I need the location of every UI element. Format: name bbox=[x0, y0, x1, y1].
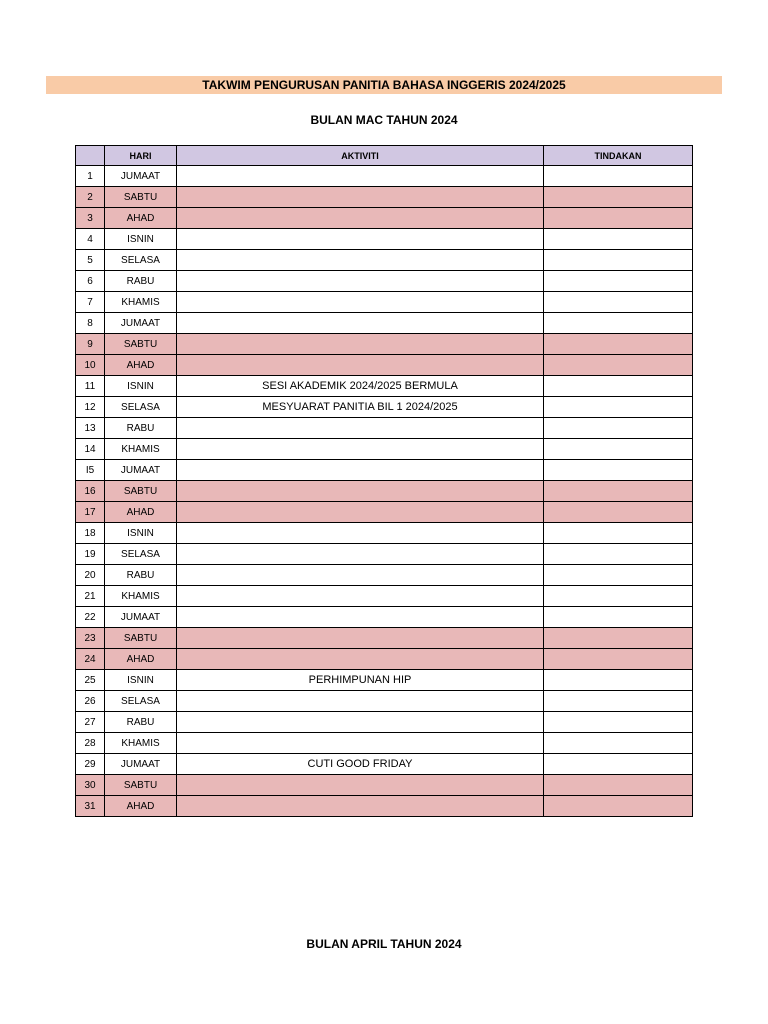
month-title-april: BULAN APRIL TAHUN 2024 bbox=[306, 937, 462, 951]
table-row bbox=[76, 586, 693, 607]
calendar-table bbox=[75, 145, 693, 817]
action-cell bbox=[544, 586, 693, 607]
calendar-body bbox=[76, 166, 693, 817]
action-cell bbox=[544, 502, 693, 523]
day-number: I5 bbox=[76, 460, 105, 481]
table-row bbox=[76, 628, 693, 649]
activity-cell bbox=[177, 208, 544, 229]
day-number: 12 bbox=[76, 397, 105, 418]
activity-cell bbox=[177, 292, 544, 313]
day-name: AHAD bbox=[105, 355, 177, 376]
table-row bbox=[76, 565, 693, 586]
action-cell bbox=[544, 355, 693, 376]
action-cell bbox=[544, 775, 693, 796]
activity-cell bbox=[177, 271, 544, 292]
activity-cell bbox=[177, 523, 544, 544]
day-number: 29 bbox=[76, 754, 105, 775]
table-row bbox=[76, 733, 693, 754]
day-number: 3 bbox=[76, 208, 105, 229]
day-name: AHAD bbox=[105, 502, 177, 523]
day-name: SABTU bbox=[105, 481, 177, 502]
day-number: 5 bbox=[76, 250, 105, 271]
activity-cell bbox=[177, 229, 544, 250]
table-row bbox=[76, 775, 693, 796]
day-number: 4 bbox=[76, 229, 105, 250]
table-row bbox=[76, 607, 693, 628]
table-row bbox=[76, 523, 693, 544]
day-name: JUMAAT bbox=[105, 313, 177, 334]
day-number: 9 bbox=[76, 334, 105, 355]
action-cell bbox=[544, 460, 693, 481]
day-number: 27 bbox=[76, 712, 105, 733]
action-cell bbox=[544, 607, 693, 628]
table-row bbox=[76, 502, 693, 523]
day-name: SABTU bbox=[105, 187, 177, 208]
day-number: 6 bbox=[76, 271, 105, 292]
activity-cell bbox=[177, 712, 544, 733]
action-cell bbox=[544, 565, 693, 586]
day-number: 24 bbox=[76, 649, 105, 670]
action-cell bbox=[544, 544, 693, 565]
day-name: SABTU bbox=[105, 334, 177, 355]
action-cell bbox=[544, 754, 693, 775]
day-number: 23 bbox=[76, 628, 105, 649]
action-cell bbox=[544, 313, 693, 334]
day-number: 13 bbox=[76, 418, 105, 439]
activity-cell: MESYUARAT PANITIA BIL 1 2024/2025 bbox=[177, 397, 544, 418]
activity-cell bbox=[177, 544, 544, 565]
header-hari: HARI bbox=[105, 146, 177, 166]
day-name: SELASA bbox=[105, 397, 177, 418]
day-name: RABU bbox=[105, 418, 177, 439]
table-row bbox=[76, 649, 693, 670]
action-cell bbox=[544, 334, 693, 355]
document-title-banner: TAKWIM PENGURUSAN PANITIA BAHASA INGGERIS 2024/2025 bbox=[46, 76, 722, 94]
table-row bbox=[76, 796, 693, 817]
day-name: SELASA bbox=[105, 544, 177, 565]
activity-cell bbox=[177, 187, 544, 208]
action-cell bbox=[544, 166, 693, 187]
day-name: AHAD bbox=[105, 208, 177, 229]
table-row bbox=[76, 292, 693, 313]
day-name: ISNIN bbox=[105, 229, 177, 250]
day-number: 10 bbox=[76, 355, 105, 376]
day-name: AHAD bbox=[105, 649, 177, 670]
day-number: 30 bbox=[76, 775, 105, 796]
day-number: 8 bbox=[76, 313, 105, 334]
day-number: 7 bbox=[76, 292, 105, 313]
table-row bbox=[76, 460, 693, 481]
activity-cell bbox=[177, 250, 544, 271]
table-row bbox=[76, 691, 693, 712]
activity-cell bbox=[177, 565, 544, 586]
table-row bbox=[76, 376, 693, 397]
day-name: ISNIN bbox=[105, 523, 177, 544]
day-number: 31 bbox=[76, 796, 105, 817]
table-row bbox=[76, 271, 693, 292]
day-number: 25 bbox=[76, 670, 105, 691]
action-cell bbox=[544, 523, 693, 544]
day-name: SELASA bbox=[105, 250, 177, 271]
activity-cell bbox=[177, 334, 544, 355]
table-row bbox=[76, 544, 693, 565]
header-aktiviti: AKTIVITI bbox=[177, 146, 544, 166]
table-row bbox=[76, 712, 693, 733]
day-name: KHAMIS bbox=[105, 586, 177, 607]
day-name: JUMAAT bbox=[105, 754, 177, 775]
action-cell bbox=[544, 271, 693, 292]
day-name: SELASA bbox=[105, 691, 177, 712]
day-name: AHAD bbox=[105, 796, 177, 817]
action-cell bbox=[544, 439, 693, 460]
day-number: 14 bbox=[76, 439, 105, 460]
table-row bbox=[76, 481, 693, 502]
day-number: 20 bbox=[76, 565, 105, 586]
action-cell bbox=[544, 628, 693, 649]
activity-cell: CUTI GOOD FRIDAY bbox=[177, 754, 544, 775]
table-row bbox=[76, 166, 693, 187]
action-cell bbox=[544, 733, 693, 754]
activity-cell bbox=[177, 460, 544, 481]
day-name: SABTU bbox=[105, 775, 177, 796]
activity-cell bbox=[177, 481, 544, 502]
day-name: KHAMIS bbox=[105, 439, 177, 460]
header-no bbox=[76, 146, 105, 166]
day-name: ISNIN bbox=[105, 670, 177, 691]
activity-cell bbox=[177, 355, 544, 376]
table-row bbox=[76, 208, 693, 229]
action-cell bbox=[544, 670, 693, 691]
day-name: KHAMIS bbox=[105, 292, 177, 313]
day-number: 22 bbox=[76, 607, 105, 628]
table-row bbox=[76, 313, 693, 334]
table-row bbox=[76, 670, 693, 691]
day-name: ISNIN bbox=[105, 376, 177, 397]
action-cell bbox=[544, 481, 693, 502]
action-cell bbox=[544, 796, 693, 817]
table-row bbox=[76, 355, 693, 376]
day-number: 17 bbox=[76, 502, 105, 523]
day-name: RABU bbox=[105, 271, 177, 292]
day-name: RABU bbox=[105, 712, 177, 733]
activity-cell bbox=[177, 439, 544, 460]
day-number: 18 bbox=[76, 523, 105, 544]
action-cell bbox=[544, 229, 693, 250]
month-title-mac: BULAN MAC TAHUN 2024 bbox=[310, 113, 458, 127]
table-row bbox=[76, 754, 693, 775]
day-name: RABU bbox=[105, 565, 177, 586]
activity-cell bbox=[177, 418, 544, 439]
table-row bbox=[76, 418, 693, 439]
activity-cell bbox=[177, 775, 544, 796]
day-number: 28 bbox=[76, 733, 105, 754]
day-name: JUMAAT bbox=[105, 607, 177, 628]
action-cell bbox=[544, 418, 693, 439]
table-header-row bbox=[76, 146, 693, 166]
day-name: SABTU bbox=[105, 628, 177, 649]
activity-cell bbox=[177, 733, 544, 754]
table-row bbox=[76, 397, 693, 418]
action-cell bbox=[544, 691, 693, 712]
table-row bbox=[76, 334, 693, 355]
table-row bbox=[76, 229, 693, 250]
activity-cell bbox=[177, 628, 544, 649]
table-row bbox=[76, 250, 693, 271]
activity-cell bbox=[177, 313, 544, 334]
day-name: JUMAAT bbox=[105, 166, 177, 187]
header-tindakan: TINDAKAN bbox=[544, 146, 693, 166]
activity-cell bbox=[177, 691, 544, 712]
table-row bbox=[76, 187, 693, 208]
day-name: JUMAAT bbox=[105, 460, 177, 481]
day-number: 21 bbox=[76, 586, 105, 607]
activity-cell: SESI AKADEMIK 2024/2025 BERMULA bbox=[177, 376, 544, 397]
day-number: 26 bbox=[76, 691, 105, 712]
action-cell bbox=[544, 376, 693, 397]
action-cell bbox=[544, 250, 693, 271]
day-number: 19 bbox=[76, 544, 105, 565]
table-row bbox=[76, 439, 693, 460]
activity-cell bbox=[177, 649, 544, 670]
activity-cell: PERHIMPUNAN HIP bbox=[177, 670, 544, 691]
action-cell bbox=[544, 712, 693, 733]
action-cell bbox=[544, 649, 693, 670]
action-cell bbox=[544, 397, 693, 418]
activity-cell bbox=[177, 607, 544, 628]
day-number: 2 bbox=[76, 187, 105, 208]
activity-cell bbox=[177, 166, 544, 187]
action-cell bbox=[544, 187, 693, 208]
activity-cell bbox=[177, 502, 544, 523]
day-number: 16 bbox=[76, 481, 105, 502]
activity-cell bbox=[177, 796, 544, 817]
action-cell bbox=[544, 208, 693, 229]
day-number: 11 bbox=[76, 376, 105, 397]
action-cell bbox=[544, 292, 693, 313]
activity-cell bbox=[177, 586, 544, 607]
day-name: KHAMIS bbox=[105, 733, 177, 754]
day-number: 1 bbox=[76, 166, 105, 187]
